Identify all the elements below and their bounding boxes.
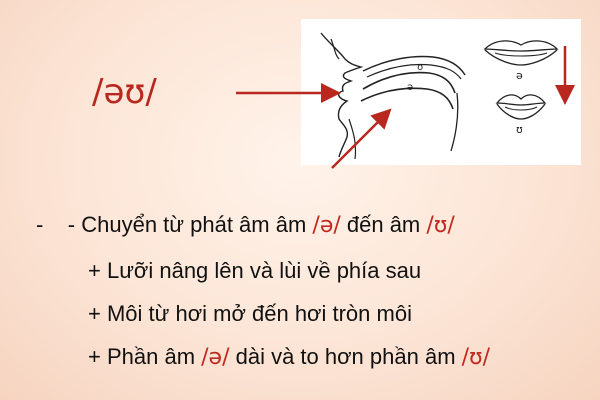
mouth-diagram	[301, 19, 581, 165]
bullet-main-prefix: - Chuyển từ phát âm âm	[67, 212, 313, 237]
lips-rounded-u	[497, 95, 545, 119]
tongue-label-u: ʊ	[417, 62, 424, 73]
symbol-schwa: /ə/	[312, 213, 341, 238]
bullet-sub-tongue: + Lưỡi nâng lên và lùi về phía sau	[88, 258, 422, 283]
lips-label-u: ʊ	[516, 123, 523, 136]
lips-label-schwa: ə	[516, 69, 523, 82]
bullet-sub3-prefix: + Phần âm	[88, 344, 202, 369]
bullet-main-middle: đến âm	[340, 212, 427, 237]
lower-throat-line	[349, 119, 356, 159]
mouth-diagram-panel	[301, 19, 581, 165]
bullet-outer-dash: -	[36, 212, 44, 237]
bullet-sub3-middle: dài và to hơn phần âm	[229, 344, 462, 369]
symbol-u-2: /ʊ/	[461, 345, 491, 370]
symbol-schwa-2: /ə/	[201, 345, 230, 370]
bullet-main	[36, 212, 455, 238]
bullet-sub-lips: + Môi từ hơi mở đến hơi tròn môi	[88, 301, 412, 326]
bullet-sub-length	[88, 344, 490, 370]
throat-line	[451, 93, 458, 151]
lips-open-schwa	[485, 41, 557, 65]
palate-inner-line	[367, 65, 461, 80]
phoneme-symbol: /əʊ/	[92, 72, 157, 112]
symbol-u: /ʊ/	[426, 213, 455, 238]
tongue-label-schwa: ə	[407, 82, 414, 93]
